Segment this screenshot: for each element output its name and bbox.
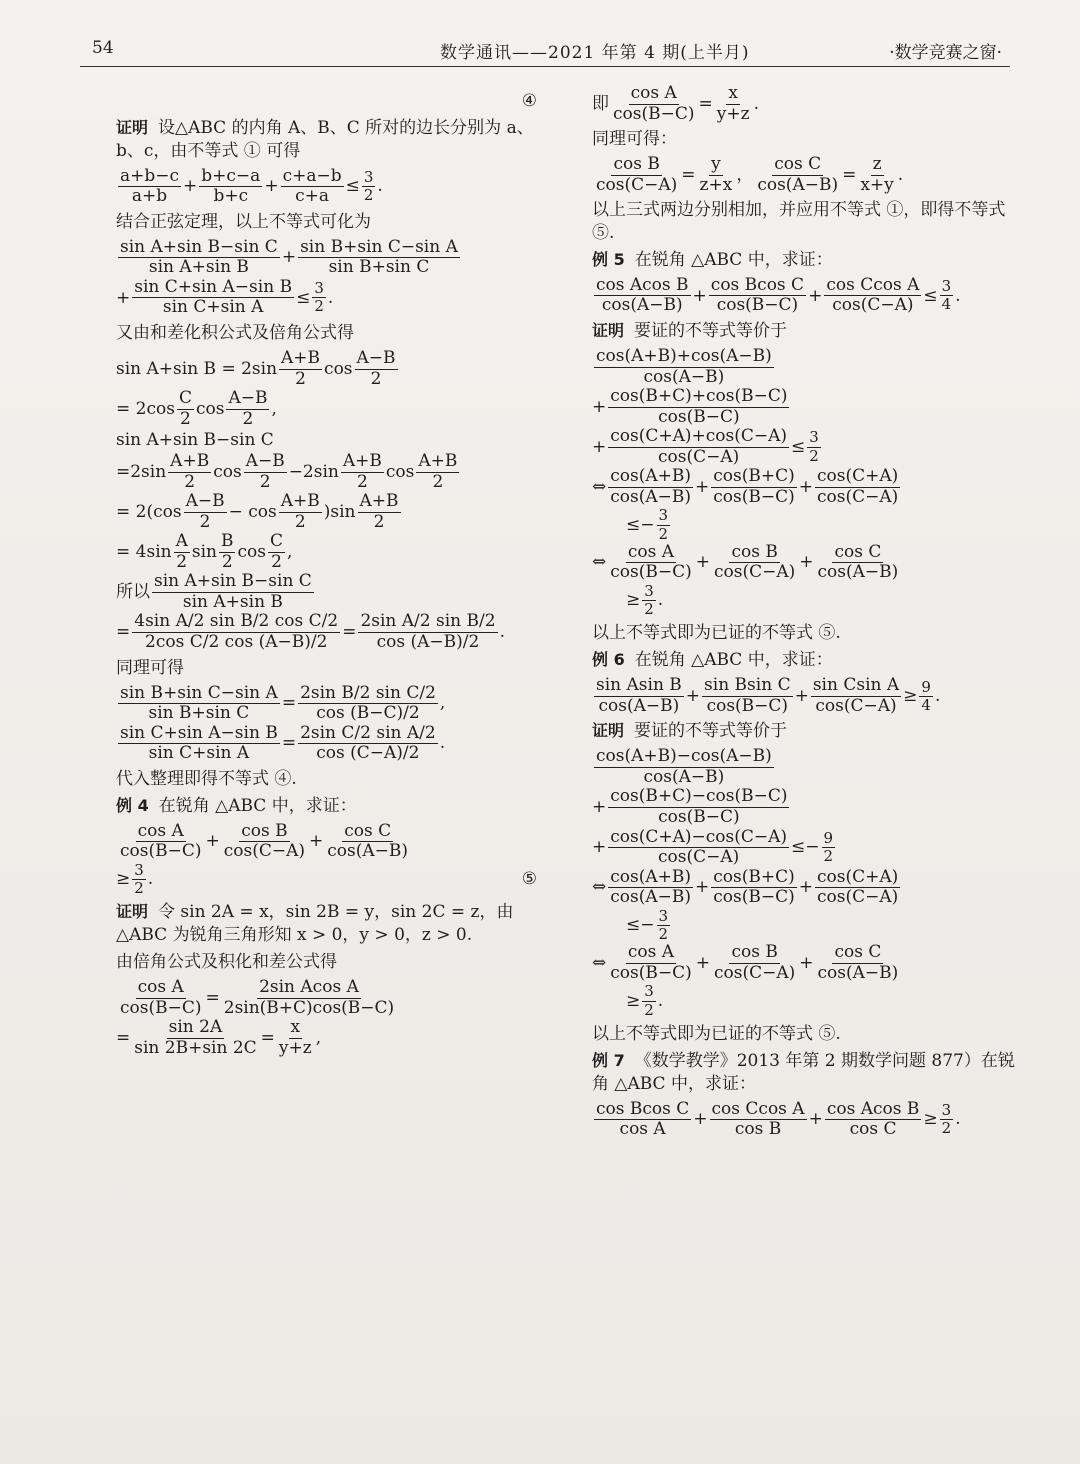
equation-r4 — [592, 347, 1017, 387]
text-line: 代入整理即得不等式 ④. — [116, 768, 297, 789]
equation-r9: ⇔ $\frac{\text{cos A}}{\cos(B-C)}$ + $\frac{\text{cos B}}{\cos(C-A)}$ + $\frac{\text{cos C}}{\cos(A-B)}$ — [592, 541, 899, 583]
header-rule — [80, 66, 1010, 67]
fraction: $\frac{A+B}{2}$ — [342, 451, 382, 492]
fraction: $\frac{\cos(A+B)-\cos(A-B)}{\cos(A-B)}$ — [596, 746, 772, 787]
journal-title: 数学通讯——2021 年第 4 期(上半月) — [440, 43, 750, 63]
fraction: $\frac{\cos(A+B)}{\cos(A-B)}$ — [610, 466, 692, 507]
equation-r19: $\frac{\text{cos Bcos C}}{\text{cos A}}$ + $\frac{\text{cos Ccos A}}{\text{cos B}}$ + $\frac{\text{cos Acos B}}{\text{cos C}}$ ≥ $\frac{3}{2}$ . — [596, 1098, 961, 1140]
equation-7: =2sin $\frac{A+B}{2}$ cos $\frac{A-B}{2}$ −2sin $\frac{A+B}{2}$ cos $\frac{A+B}{2}$ — [116, 451, 458, 492]
fraction: $\frac{B}{2}$ — [220, 531, 234, 572]
fraction: $\frac{A+B}{2}$ — [280, 491, 320, 532]
fraction: $\frac{3}{4}$ — [941, 277, 952, 314]
text-line: 以上不等式即为已证的不等式 ⑤. — [592, 1023, 841, 1044]
example-5-heading: 例 5 在锐角 △ABC 中，求证： — [592, 250, 833, 270]
equation-11: = $\frac{\text{4sin A/2 sin B/2 cos C/2}}{\text{2cos C/2 cos (A−B)/2}}$ = $\frac{\text{2sin A/2 sin B/2}}{\cos (A-B)/2}$ . — [116, 611, 505, 653]
fraction: $\frac{\cos(C+A)+\cos(C-A)}{\cos(C-A)}$ — [610, 426, 788, 467]
fraction: $\frac{\cos(A+B)+\cos(A-B)}{\cos(A-B)}$ — [596, 345, 772, 387]
text-line: 同理可得 — [116, 657, 184, 678]
equation-r8: ≤− $\frac{3}{2}$ — [626, 506, 669, 543]
fraction: $\frac{\cos(C+A)}{\cos(C-A)}$ — [817, 466, 899, 507]
fraction: $\frac{\text{sin B+sin C−sin A}}{\text{sin B+sin C}}$ — [120, 682, 278, 724]
equation-r15: ⇔ $\frac{\cos(A+B)}{\cos(A-B)}$ + $\frac{\cos(B+C)}{\cos(B-C)}$ + $\frac{\cos(C+A)}{\cos(C-A)}$ — [592, 866, 899, 908]
example-6-heading: 例 6 在锐角 △ABC 中，求证： — [592, 650, 833, 671]
fraction: $\frac{\cos(B+C)-\cos(B-C)}{\cos(B-C)}$ — [610, 786, 788, 827]
fraction: $\frac{\cos(A+B)}{\cos(A-B)}$ — [610, 866, 692, 908]
text-line: 以上不等式即为已证的不等式 ⑤. — [592, 623, 841, 644]
text-line: 以上三式两边分别相加，并应用不等式 ①，即得不等式 ⑤. — [592, 200, 1006, 244]
proof-paragraph: 证明 要证的不等式等价于 — [592, 321, 788, 342]
fraction: $\frac{\cos(B+C)+\cos(B-C)}{\cos(B-C)}$ — [610, 386, 788, 427]
equation-r12 — [592, 747, 1017, 787]
fraction: $\frac{3}{2}$ — [134, 860, 144, 897]
text-line: 由倍角公式及积化和差公式得 — [116, 952, 337, 973]
equation-3: + $\frac{\text{sin C+sin A−sin B}}{\text{sin C+sin A}}$ ≤ $\frac{3}{2}$ . — [116, 276, 334, 318]
equation-6: sin A+sin B−sin C — [116, 430, 274, 451]
fraction: $\frac{\text{sin C+sin A−sin B}}{\text{sin C+sin A}}$ — [120, 722, 278, 764]
fraction: $\frac{3}{2}$ — [314, 279, 324, 316]
fraction: $\frac{a+b-c}{a+b}$ — [120, 165, 180, 207]
fraction: $\frac{A-B}{2}$ — [356, 347, 396, 389]
fraction: $\frac{\sin 2A}{\sin 2B+\sin 2C}$ — [134, 1017, 257, 1058]
proof-paragraph-2: 证明 要证的不等式等价于 — [592, 721, 788, 742]
fraction: $\frac{\text{cos Ccos A}}{\text{cos B}}$ — [711, 1098, 805, 1140]
fraction: $\frac{A+B}{2}$ — [170, 451, 210, 492]
fraction: $\frac{\text{cos C}}{\cos(A-B)}$ — [327, 820, 409, 862]
example-7-heading: 例 7 《数学教学》2013 年第 2 期数学问题 877）在锐角 △ABC 中，求证： — [592, 1050, 1015, 1094]
section-title: ·数学竞赛之窗· — [889, 43, 1002, 63]
fraction: $\frac{A-B}{2}$ — [245, 451, 285, 492]
equation-r13: + $\frac{\cos(B+C)-\cos(B-C)}{\cos(B-C)}$ — [592, 786, 788, 827]
fraction: $\frac{9}{4}$ — [921, 677, 931, 714]
equation-1: $\frac{a+b-c}{a+b}$ + $\frac{b+c-a}{b+c}$ + $\frac{c+a-b}{c+a}$ ≤ $\frac{3}{2}$ . — [120, 165, 383, 207]
fraction: $\frac{A-B}{2}$ — [228, 388, 268, 429]
equation-8: = 2(cos $\frac{A-B}{2}$ − cos $\frac{A+B}{2}$ )sin $\frac{A+B}{2}$ — [116, 491, 399, 532]
fraction: $\frac{\text{cos A}}{\cos(B-C)}$ — [120, 976, 202, 1018]
right-column — [592, 84, 1017, 1140]
fraction: $\frac{\text{sin A+sin B−sin C}}{\text{sin A+sin B}}$ — [154, 571, 312, 612]
equation-r16: ≤− $\frac{3}{2}$ — [626, 906, 669, 943]
fraction: $\frac{A+B}{2}$ — [359, 491, 399, 532]
fraction: $\frac{\text{cos Acos B}}{\text{cos C}}$ — [826, 1098, 920, 1140]
fraction: $\frac{\cos(B+C)}{\cos(B-C)}$ — [713, 466, 795, 507]
fraction: $\frac{\text{sin C+sin A−sin B}}{\text{sin C+sin A}}$ — [134, 276, 293, 318]
equation-r18: ≥ $\frac{3}{2}$ . — [626, 982, 664, 1019]
equation-10: 所以 $\frac{\text{sin A+sin B−sin C}}{\text{sin A+sin B}}$ — [116, 571, 312, 612]
equation-r3: $\frac{\text{cos Acos B}}{\cos(A-B)}$ + $\frac{\text{cos Bcos C}}{\cos(B-C)}$ + $\frac{\text{cos Ccos A}}{\cos(C-A)}$ ≤ $\frac{3}{4}$ . — [596, 274, 961, 316]
equation-r6: + $\frac{\cos(C+A)+\cos(C-A)}{\cos(C-A)}$ ≤ $\frac{3}{2}$ — [592, 426, 819, 467]
fraction: $\frac{\text{cos Ccos A}}{\cos(C-A)}$ — [826, 274, 920, 316]
fraction: $\frac{\text{cos B}}{\cos(C-A)}$ — [223, 820, 306, 862]
fraction: $\frac{C}{2}$ — [269, 531, 283, 572]
equation-17: = $\frac{\sin 2A}{\sin 2B+\sin 2C}$ = $\frac{x}{y+z}$ , — [116, 1017, 322, 1058]
equation-12: $\frac{\text{sin B+sin C−sin A}}{\text{sin B+sin C}}$ = $\frac{\text{2sin B/2 sin C/2}}{\cos (B-C)/2}$ , — [120, 682, 446, 724]
fraction: $\frac{A}{2}$ — [175, 531, 188, 572]
fraction: $\frac{\text{cos A}}{\cos(B-C)}$ — [610, 942, 692, 983]
fraction: $\frac{\text{cos C}}{\cos(A-B)}$ — [757, 154, 839, 195]
proof-paragraph: 证明 设△ABC 的内角 A、B、C 所对的边长分别为 a、b、c，由不等式 ① 可得 — [116, 117, 534, 161]
fraction: $\frac{3}{2}$ — [658, 906, 669, 943]
fraction: $\frac{3}{2}$ — [658, 506, 669, 543]
text-line: 同理可得： — [592, 129, 677, 150]
fraction: $\frac{b+c-a}{b+c}$ — [201, 165, 261, 207]
equation-r10: ≥ $\frac{3}{2}$ . — [626, 581, 664, 619]
fraction: $\frac{x}{y+z}$ — [716, 83, 750, 124]
fraction: $\frac{3}{2}$ — [941, 1100, 952, 1138]
fraction: $\frac{\text{cos B}}{\cos(C-A)}$ — [714, 942, 796, 983]
fraction: $\frac{A-B}{2}$ — [185, 491, 225, 532]
fraction: $\frac{3}{2}$ — [363, 168, 374, 205]
fraction: $\frac{\cos(B+C)}{\cos(B-C)}$ — [713, 866, 795, 908]
equation-r17: ⇔ $\frac{\text{cos A}}{\cos(B-C)}$ + $\frac{\text{cos B}}{\cos(C-A)}$ + $\frac{\text{cos C}}{\cos(A-B)}$ — [592, 942, 899, 983]
fraction: $\frac{x}{y+z}$ — [278, 1017, 312, 1058]
text-line: 结合正弦定理，以上不等式可化为 — [116, 211, 371, 232]
fraction: $\frac{3}{2}$ — [644, 581, 654, 619]
equation-5: = 2cos $\frac{C}{2}$ cos $\frac{A-B}{2}$ , — [116, 388, 277, 429]
fraction: $\frac{\text{sin Bsin C}}{\cos(B-C)}$ — [704, 675, 791, 716]
fraction: $\frac{\text{cos B}}{\cos(C-A)}$ — [714, 541, 796, 583]
fraction: $\frac{\text{sin B+sin C−sin A}}{\text{sin B+sin C}}$ — [300, 236, 458, 278]
fraction: $\frac{A+B}{2}$ — [418, 451, 458, 492]
fraction: $\frac{\text{sin Csin A}}{\cos(C-A)}$ — [812, 675, 900, 716]
fraction: $\frac{z}{x+y}$ — [860, 154, 894, 195]
equation-16: $\frac{\text{cos A}}{\cos(B-C)}$ = $\frac{\text{2sin Acos A}}{2\sin(B+C)\cos(B-C)}$ — [120, 976, 395, 1018]
fraction: $\frac{\text{cos A}}{\cos(B-C)}$ — [610, 541, 692, 583]
fraction: $\frac{\text{4sin A/2 sin B/2 cos C/2}}{\text{2cos C/2 cos (A−B)/2}}$ — [134, 611, 339, 653]
fraction: $\frac{\text{cos A}}{\cos(B-C)}$ — [120, 820, 202, 862]
fraction: $\frac{\text{sin A+sin B−sin C}}{\text{sin A+sin B}}$ — [120, 236, 278, 278]
fraction: $\frac{C}{2}$ — [178, 388, 192, 429]
equation-13: $\frac{\text{sin C+sin A−sin B}}{\text{sin C+sin A}}$ = $\frac{\text{2sin C/2 sin A/2}}{\cos (C-A)/2}$ . — [120, 722, 446, 764]
fraction: $\frac{\text{cos C}}{\cos(A-B)}$ — [817, 541, 899, 583]
fraction: $\frac{y}{z+x}$ — [699, 154, 733, 195]
equation-r5: + $\frac{\cos(B+C)+\cos(B-C)}{\cos(B-C)}$ — [592, 386, 788, 427]
example-4-heading: 例 4 在锐角 △ABC 中，求证： — [116, 795, 357, 816]
fraction: $\frac{\text{2sin B/2 sin C/2}}{\cos (B-C)/2}$ — [300, 682, 436, 724]
fraction: $\frac{3}{2}$ — [809, 428, 819, 465]
equation-r11: $\frac{\text{sin Asin B}}{\cos(A-B)}$ + $\frac{\text{sin Bsin C}}{\cos(B-C)}$ + $\frac{\text{sin Csin A}}{\cos(C-A)}$ ≥ $\frac{9}{4}$ . — [596, 675, 941, 716]
fraction: $\frac{\text{cos B}}{\cos(C-A)}$ — [596, 154, 678, 195]
fraction: $\frac{\cos(C+A)-\cos(C-A)}{\cos(C-A)}$ — [610, 826, 788, 868]
equation-tag-line: ④ — [521, 91, 537, 111]
fraction: $\frac{\text{2sin Acos A}}{2\sin(B+C)\cos(B-C)}$ — [223, 976, 395, 1018]
fraction: $\frac{A+B}{2}$ — [281, 347, 321, 389]
fraction: $\frac{3}{2}$ — [644, 982, 654, 1019]
equation-15: ≥ $\frac{3}{2}$ . ⑤ — [116, 860, 537, 897]
fraction: $\frac{\text{cos A}}{\cos(B-C)}$ — [613, 83, 695, 124]
fraction: $\frac{c+a-b}{c+a}$ — [282, 165, 342, 207]
page-header — [80, 38, 1010, 66]
fraction: $\frac{9}{2}$ — [823, 828, 834, 866]
fraction: $\frac{\text{2sin C/2 sin A/2}}{\cos (C-A)/2}$ — [300, 722, 436, 764]
equation-2: $\frac{\text{sin A+sin B−sin C}}{\text{sin A+sin B}}$ + $\frac{\text{sin B+sin C−sin A}}{\text{sin B+sin C}}$ — [120, 236, 458, 278]
fraction: $\frac{\cos(C+A)}{\cos(C-A)}$ — [817, 866, 899, 908]
equation-r2: $\frac{\text{cos B}}{\cos(C-A)}$ = $\frac{y}{z+x}$ ， $\frac{\text{cos C}}{\cos(A-B)}$ = $\frac{z}{x+y}$ . — [596, 154, 904, 195]
fraction: $\frac{\text{cos Bcos C}}{\cos(B-C)}$ — [710, 274, 805, 316]
equation-r14: + $\frac{\cos(C+A)-\cos(C-A)}{\cos(C-A)}$ ≤− $\frac{9}{2}$ — [592, 826, 834, 868]
text-line: 又由和差化积公式及倍角公式得 — [116, 323, 354, 344]
left-column — [82, 90, 537, 1058]
proof-paragraph-2: 证明 令 sin 2A = x，sin 2B = y，sin 2C = z，由 △ABC 为锐角三角形知 x > 0，y > 0，z > 0. — [116, 902, 514, 946]
fraction: $\frac{\text{sin Asin B}}{\cos(A-B)}$ — [596, 675, 682, 716]
equation-14: $\frac{\text{cos A}}{\cos(B-C)}$ + $\frac{\text{cos B}}{\cos(C-A)}$ + $\frac{\text{cos C}}{\cos(A-B)}$ — [120, 820, 409, 862]
equation-r1: 即 $\frac{\text{cos A}}{\cos(B-C)}$ = $\frac{x}{y+z}$ . — [592, 83, 759, 124]
equation-9: = 4sin $\frac{A}{2}$ sin $\frac{B}{2}$ cos $\frac{C}{2}$ , — [116, 531, 293, 572]
equation-4: sin A+sin B = 2sin $\frac{A+B}{2}$ cos $\frac{A-B}{2}$ — [116, 347, 396, 389]
fraction: $\frac{\text{cos Acos B}}{\cos(A-B)}$ — [596, 274, 689, 316]
fraction: $\frac{\text{cos Bcos C}}{\text{cos A}}$ — [596, 1098, 690, 1140]
fraction: $\frac{\text{cos C}}{\cos(A-B)}$ — [817, 942, 899, 983]
page-number: 54 — [92, 38, 114, 58]
equation-r7: ⇔ $\frac{\cos(A+B)}{\cos(A-B)}$ + $\frac{\cos(B+C)}{\cos(B-C)}$ + $\frac{\cos(C+A)}{\cos(C-A)}$ — [592, 466, 899, 507]
fraction: $\frac{\text{2sin A/2 sin B/2}}{\cos (A-B)/2}$ — [360, 611, 496, 653]
